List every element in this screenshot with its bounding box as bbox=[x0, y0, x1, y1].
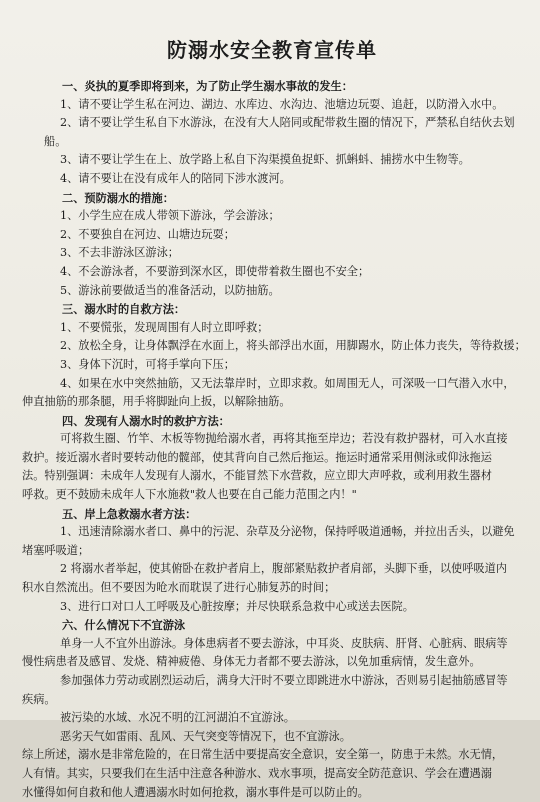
section-5-line-3: 2 将溺水者举起，使其俯卧在救护者肩上，腹部紧贴救护者肩部，头脚下垂，以使呼吸道内 bbox=[60, 562, 507, 576]
summary-line-3: 水懂得如何自救和他人遭遇溺水时如何抢救，溺水事件是可以防止的。 bbox=[22, 785, 369, 799]
section-6-line-3: 参加强体力劳动或剧烈运动后，满身大汗时不要立即跳进水中游泳，否则易引起抽筋感冒等 bbox=[60, 674, 508, 687]
section-5-line-2: 堵塞呼吸道； bbox=[22, 543, 90, 557]
section-3-line-5: 伸直抽筋的那条腿，用手将脚趾向上扳，以解除抽筋。 bbox=[22, 395, 291, 409]
section-1-line-5: 4、请不要让在没有成年人的陪同下涉水渡河。 bbox=[60, 171, 291, 185]
section-2-line-1: 1、小学生应在成人带领下游泳，学会游泳； bbox=[60, 209, 280, 223]
section-3-line-3: 3、身体下沉时，可将手掌向下压； bbox=[60, 357, 235, 371]
section-6-heading: 六、什么情况下不宜游泳 bbox=[62, 618, 186, 633]
section-2-line-3: 3、不去非游泳区游泳； bbox=[60, 246, 179, 260]
section-4-line-4: 呼救。更不鼓励未成年人下水施救"救人也要在自己能力范围之内！" bbox=[22, 488, 357, 502]
section-2-line-5: 5、游泳前要做适当的准备活动，以防抽筋。 bbox=[60, 283, 280, 297]
section-3-line-1: 1、不要慌张，发现周围有人时立即呼救； bbox=[60, 320, 269, 334]
section-6-line-4: 疾病。 bbox=[22, 692, 56, 706]
section-4-line-1: 可将救生圈、竹竿、木板等物抛给溺水者，再将其拖至岸边；若没有救护器材，可入水直接 bbox=[60, 432, 508, 446]
section-1-line-1: 1、请不要让学生私在河边、湖边、水库边、水沟边、池塘边玩耍、追赶，以防滑入水中。 bbox=[60, 97, 504, 111]
section-2-line-2: 2、不要独自在河边、山塘边玩耍； bbox=[60, 227, 235, 241]
summary-line-1: 综上所述，溺水是非常危险的，在日常生活中要提高安全意识，安全第一，防患于未然。水无情， bbox=[22, 748, 504, 762]
section-1-heading: 一、炎执的夏季即将到来，为了防止学生溺水事故的发生： bbox=[62, 79, 353, 93]
section-1-line-4: 3、请不要让学生在上、放学路上私自下沟渠摸鱼捉虾、抓蝌蚪、捕捞水中生物等。 bbox=[60, 153, 470, 167]
section-2-line-4: 4、不会游泳者，不要游到深水区，即使带着救生圈也不安全； bbox=[60, 264, 370, 278]
section-3-heading: 三、溺水时的自救方法： bbox=[62, 302, 186, 317]
summary-line-2: 人有情。其实，只要我们在生活中注意各种游水、戏水事项，提高安全防范意识、学会在遭遇溺 bbox=[22, 766, 492, 780]
section-6-line-6: 恶劣天气如雷雨、乱风、天气突变等情况下，也不宜游泳。 bbox=[60, 729, 351, 743]
flyer-title: 防溺水安全教育宣传单 bbox=[167, 38, 377, 62]
section-3-line-2: 2、放松全身，让身体飘浮在水面上，将头部浮出水面，用脚踢水，防止体力丧失，等待救援； bbox=[60, 339, 526, 353]
section-5-line-5: 3、进行口对口人工呼吸及心脏按摩；并尽快联系急救中心或送去医院。 bbox=[60, 599, 414, 613]
section-4-heading: 四、发现有人溺水时的救护方法： bbox=[62, 413, 230, 428]
section-5-heading: 五、岸上急救溺水者方法： bbox=[62, 506, 197, 521]
section-1-line-2: 2、请不要让学生私自下水游泳，在没有大人陪同或配带救生圈的情况下，严禁私自结伙去划 bbox=[60, 116, 515, 130]
section-3-line-4: 4、如果在水中突然抽筋，又无法靠岸时，立即求救。如周围无人，可深吸一口气潜入水中， bbox=[60, 376, 515, 390]
section-6-line-2: 慢性病患者及感冒、发烧、精神疲倦、身体无力者都不要去游泳，以免加重病情，发生意外。 bbox=[22, 655, 481, 669]
section-4-line-3: 法。特别强调：未成年人发现有人溺水，不能冒然下水营救，应立即大声呼救，或利用救生器材 bbox=[22, 469, 492, 483]
section-6-line-5: 被污染的水域、水况不明的江河湖泊不宜游泳。 bbox=[60, 711, 295, 725]
section-5-line-1: 1、迅速清除溺水者口、鼻中的污泥、杂草及分泌物，保持呼吸道通畅，并拉出舌头，以避免 bbox=[60, 525, 515, 539]
section-2-heading: 二、预防溺水的措施： bbox=[62, 190, 174, 205]
section-5-line-4: 积水自然流出。但不要因为呛水而耽误了进行心肺复苏的时间； bbox=[22, 581, 336, 595]
section-1-line-3: 船。 bbox=[44, 134, 67, 148]
section-6-line-1: 单身一人不宜外出游泳。身体患病者不要去游泳，中耳炎、皮肤病、肝肾、心脏病、眼病等 bbox=[60, 636, 508, 650]
section-4-line-2: 救护。接近溺水者时要转动他的髋部，使其背向自己然后拖运。拖运时通常采用侧泳或仰泳拖运 bbox=[22, 450, 492, 464]
